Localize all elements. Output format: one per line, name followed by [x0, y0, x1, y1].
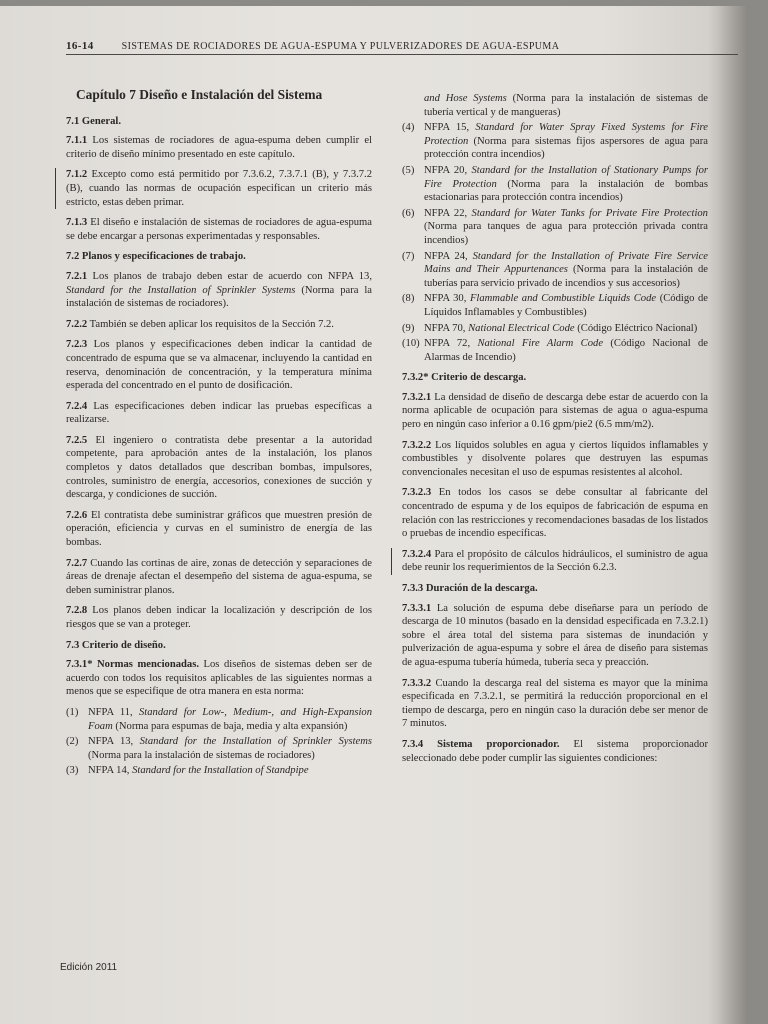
list-item: [402, 250, 708, 291]
paragraph-7-3-3-2: [402, 677, 708, 731]
list-number: (3): [66, 765, 79, 777]
right-column: [402, 92, 708, 772]
paragraph-7-1-1: [66, 134, 372, 161]
clause-text: (Norma para la instalación de sistemas de rociadores).: [66, 284, 372, 310]
paragraph-7-2-3: [66, 338, 372, 392]
clause-number: 7.1.2: [66, 169, 88, 181]
list-number-blank: [402, 92, 424, 119]
list-item: [402, 207, 708, 248]
clause-text: Los planos deben indicar la localización y descripción de los riesgos que se van a proteger.: [66, 605, 372, 630]
list-text: [88, 706, 372, 733]
standard-translation: (Código Nacional de Alarmas de Incendio): [424, 338, 708, 363]
clause-text: Cuando las cortinas de aire, zonas de detección y separaciones de áreas de drenaje afectan el desempeño del sistema de agua-espuma, se deben suministrar planos.: [66, 557, 372, 596]
paragraph-7-3-1: [66, 658, 372, 699]
list-text: [424, 250, 708, 291]
clause-number: 7.2.2: [66, 318, 88, 330]
list-item: [402, 337, 708, 364]
document-page: [0, 6, 748, 1024]
list-number: (10): [402, 338, 420, 350]
clause-text: El ingeniero o contratista debe presentar a la autoridad competente, para aprobación antes de la instalación, los planos completos y datos detallados que describan bombas, impulsores, controles, suministro de energía, accesorios, conexiones de succión y descarga, y condiciones de succión.: [66, 434, 372, 501]
standard-translation: (Norma para sistemas fijos aspersores de agua para protección contra incendios): [424, 135, 708, 161]
paragraph-7-1-3: [66, 216, 372, 243]
clause-text: El diseño e instalación de sistemas de rociadores de agua-espuma se debe encargar a personas experimentadas y responsables.: [66, 217, 372, 242]
clause-number: 7.1.1: [66, 135, 88, 147]
list-item-continued: [402, 92, 708, 119]
paragraph-7-3-4: [402, 738, 708, 765]
clause-number: 7.2.3: [66, 339, 88, 351]
header-title: SISTEMAS DE ROCIADORES DE AGUA-ESPUMA Y PULVERIZADORES DE AGUA-ESPUMA: [121, 41, 560, 52]
paragraph-7-2-8: [66, 604, 372, 631]
paragraph-7-2-4: [66, 400, 372, 427]
standard-code: NFPA 14,: [88, 765, 133, 777]
paragraph-7-2-6: [66, 509, 372, 550]
clause-text: La solución de espuma debe diseñarse para un período de descarga de 10 minutos (basado en la densidad especificada en 7.3.2.1) sobre el área total del sistema para sistemas de inundación y pulverización de agua-espuma y sobre el área de diseño para sistemas de agua-espuma tubería húmeda, tubería seca y preacción.: [402, 602, 708, 668]
standard-title: Standard for the Installation of Sprinkler Systems: [66, 284, 296, 296]
clause-number: 7.2.5: [66, 434, 88, 446]
paragraph-7-3-2-1: [402, 391, 708, 432]
clause-text: Los planos de trabajo deben estar de acuerdo con NFPA 13,: [87, 270, 372, 282]
list-item: [402, 164, 708, 205]
list-item: [402, 121, 708, 162]
list-text: [424, 292, 708, 319]
clause-text: Los diseños de sistemas deben ser de acuerdo con todos los requisitos aplicables de las siguientes normas a menos que se especifique de otra manera en esta norma:: [66, 659, 372, 698]
standard-title: Flammable and Combustible Liquids Code: [469, 293, 657, 305]
clause-number: 7.3.3.2: [402, 677, 432, 689]
paragraph-7-2-5: [66, 434, 372, 502]
standard-code: NFPA 24,: [424, 250, 473, 262]
standard-translation: (Código Eléctrico Nacional): [574, 322, 698, 334]
clause-text: Los líquidos solubles en agua y ciertos líquidos inflamables y combustibles y disolvente polares que destruyen las espumas convencionales necesitan el uso de espumas resistentes al alcohol.: [402, 439, 708, 478]
section-7-2-heading: 7.2 Planos y especificaciones de trabajo.: [66, 251, 246, 263]
list-item: [66, 706, 372, 733]
standard-title: Standard for Low-, Medium-, and High-Expansion Foam: [88, 706, 372, 732]
list-text: [424, 207, 708, 248]
list-text: [88, 735, 372, 762]
section-7-3-heading: 7.3 Criterio de diseño.: [66, 639, 166, 651]
list-number: (2): [66, 736, 79, 748]
standard-code: NFPA 15,: [424, 122, 476, 134]
clause-text: Las especificaciones deben indicar las pruebas específicas a realizarse.: [66, 400, 372, 426]
edition-footer: Edición 2011: [60, 962, 118, 973]
standard-code: NFPA 22,: [424, 207, 472, 219]
paragraph-7-3-3-1: [402, 602, 708, 670]
standard-translation: (Norma para la instalación de bombas estacionarias para protección contra incendios): [424, 178, 708, 204]
clause-number: 7.2.1: [66, 270, 88, 282]
standard-title: and Hose Systems: [424, 93, 507, 104]
paragraph-7-3-2-3: [402, 486, 708, 540]
clause-text: También se deben aplicar los requisitos de la Sección 7.2.: [87, 318, 334, 330]
standard-code: NFPA 70,: [424, 322, 469, 334]
standard-title: Standard for the Installation of Private Fire Service Mains and Their Appurtenances: [424, 250, 708, 276]
clause-number: 7.2.7: [66, 557, 88, 569]
standard-title: Standard for Water Tanks for Private Fire Protection: [471, 207, 708, 219]
clause-number: 7.2.8: [66, 605, 88, 617]
clause-number: 7.3.3.1: [402, 602, 432, 614]
standard-title: Standard for the Installation of Standpipe: [132, 765, 309, 777]
standard-translation: (Código de Líquidos Inflamables y Combustibles): [424, 293, 708, 318]
page-number: 16-14: [66, 40, 94, 52]
clause-number: 7.2.6: [66, 509, 88, 521]
paragraph-7-1-2: [66, 168, 372, 209]
standard-code: NFPA 11,: [88, 706, 139, 718]
clause-text: Para el propósito de cálculos hidráulicos, el suministro de agua debe reunir los requerimientos de la Sección 6.2.3.: [402, 548, 708, 574]
list-text: [88, 764, 372, 778]
section-7-1-heading: 7.1 General.: [66, 115, 122, 127]
list-text: [424, 337, 708, 364]
clause-number: 7.3.1* Normas mencionadas.: [66, 659, 199, 671]
paragraph-7-2-2: [66, 318, 372, 332]
clause-text: Los sistemas de rociadores de agua-espuma deben cumplir el criterio de diseño mínimo presentado en este capítulo.: [66, 135, 372, 160]
left-column: [66, 78, 372, 780]
list-text: [424, 92, 708, 119]
clause-text: Cuando la descarga real del sistema es mayor que la mínima especificada en 7.3.2.1, se permitirá la reducción proporcional en el tiempo de descarga, pero en ningún caso la duración debe ser menor de 7 minutos.: [402, 677, 708, 730]
standard-title: Standard for the Installation of Sprinkler Systems: [139, 736, 372, 748]
standard-translation: (Norma para espumas de baja, media y alta expansión): [112, 720, 348, 732]
standard-code: NFPA 30,: [424, 293, 470, 305]
standard-translation: (Norma para la instalación de sistemas de tubería vertical y de mangueras): [424, 93, 709, 118]
clause-number: 7.3.2.2: [402, 439, 432, 451]
standard-title: National Fire Alarm Code: [477, 338, 604, 350]
clause-number: 7.3.4 Sistema proporcionador.: [402, 738, 560, 750]
running-header: [66, 40, 738, 55]
paragraph-7-2-7: [66, 557, 372, 598]
standard-code: NFPA 72,: [424, 338, 478, 350]
list-text: [424, 164, 708, 205]
standard-code: NFPA 13,: [88, 736, 140, 748]
standard-title: National Electrical Code: [468, 322, 575, 334]
clause-number: 7.3.2.3: [402, 487, 432, 499]
clause-text: Excepto como está permitido por 7.3.6.2, 7.3.7.1 (B), y 7.3.7.2 (B), cuando las normas de ocupación especifican un criterio más estricto, estas deben primar.: [66, 169, 372, 208]
page-edge-shadow: [708, 6, 748, 1024]
clause-text: La densidad de diseño de descarga debe estar de acuerdo con la norma aplicable de ocupación para sistemas de agua o agua-espuma pero en ningún caso inferior a 0.16 gpm/pie2 (6.5 mm/m2).: [402, 391, 708, 431]
paragraph-7-3-2-4: [402, 548, 708, 575]
clause-text: El contratista debe suministrar gráficos que muestren presión de operación, eficiencia y curvas en el suministro de energía de las bombas.: [66, 509, 372, 549]
list-number: (4): [402, 122, 415, 134]
chapter-title: Capítulo 7 Diseño e Instalación del Sistema: [76, 87, 323, 102]
section-7-3-2-heading: 7.3.2* Criterio de descarga.: [402, 372, 527, 384]
section-7-3-3-heading: 7.3.3 Duración de la descarga.: [402, 583, 538, 594]
clause-text: Los planos y especificaciones deben indicar la cantidad de concentrado de espuma que se va almacenar, incluyendo la cantidad en reserva, denominación de concentración, y la temperatura mínima esperada del concentrado en el punto de dosificación.: [66, 339, 372, 392]
list-number: (5): [402, 164, 415, 176]
standard-title: Standard for the Installation of Stationary Pumps for Fire Protection: [424, 164, 708, 190]
standard-translation: (Norma para la instalación de tuberías para servicio privado de incendios y sus accesorios): [424, 264, 709, 289]
list-item: [66, 764, 372, 778]
standard-translation: (Norma para la instalación de sistemas de rociadores): [88, 749, 315, 761]
list-number: (8): [402, 293, 415, 305]
paragraph-7-2-1: [66, 270, 372, 311]
clause-number: 7.2.4: [66, 400, 88, 412]
list-item: [402, 322, 708, 336]
standard-code: NFPA 20,: [424, 164, 472, 176]
list-number: (6): [402, 207, 415, 219]
standard-translation: (Norma para tanques de agua para protección privada contra incendios): [424, 221, 708, 246]
list-text: [424, 322, 708, 336]
standard-title: Standard for Water Spray Fixed Systems for Fire Protection: [424, 122, 708, 147]
list-number: (1): [66, 706, 79, 718]
clause-number: 7.3.2.4: [402, 548, 432, 560]
clause-text: En todos los casos se debe consultar al fabricante del concentrado de espuma y de los equipos de fabricación de espuma en relación con las restricciones y recomendaciones basadas de los listados o pruebas de incendio específicas.: [402, 487, 708, 540]
paragraph-7-3-2-2: [402, 439, 708, 480]
clause-text: El sistema proporcionador seleccionado debe poder cumplir las siguientes condiciones:: [402, 738, 708, 764]
list-item: [66, 735, 372, 762]
clause-number: 7.1.3: [66, 217, 88, 229]
list-item: [402, 292, 708, 319]
list-number: (9): [402, 322, 415, 334]
list-number: (7): [402, 250, 415, 262]
clause-number: 7.3.2.1: [402, 391, 432, 403]
list-text: [424, 121, 708, 162]
